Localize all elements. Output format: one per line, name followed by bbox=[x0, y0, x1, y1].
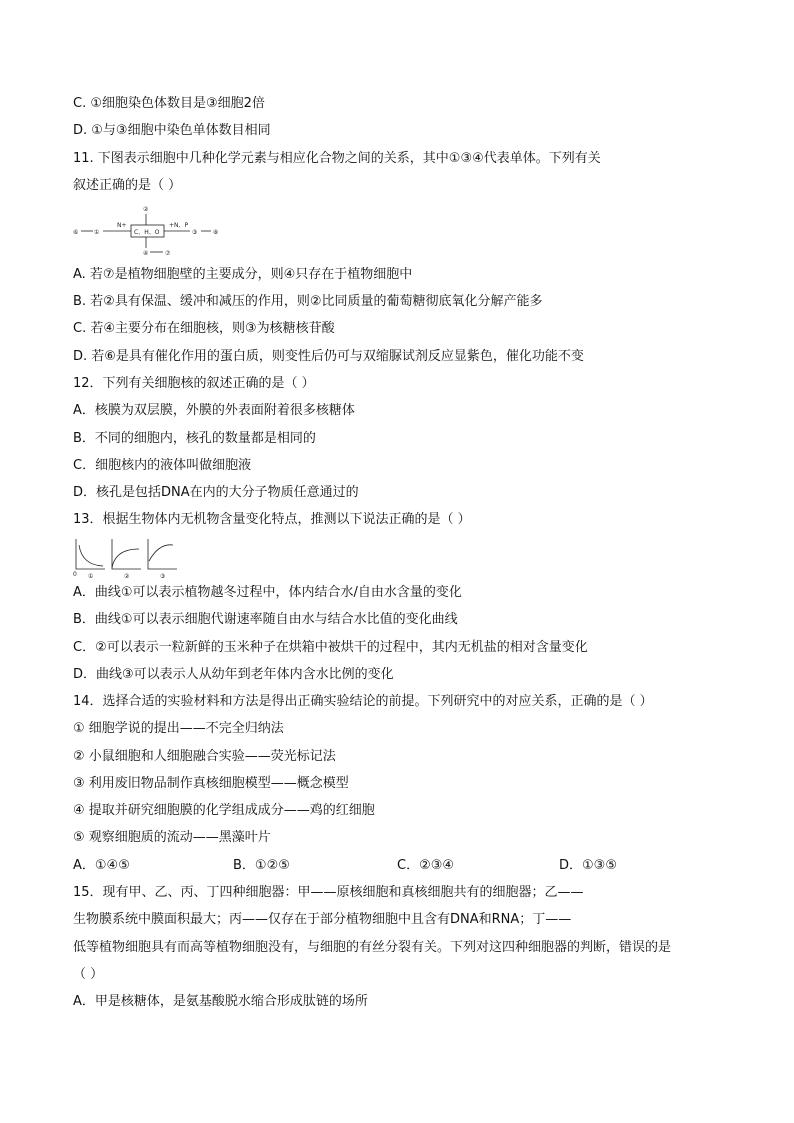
fig11-left-label: N+ bbox=[117, 222, 127, 229]
q14-stem: 14．选择合适的实验材料和方法是得出正确实验结论的前提。下列研究中的对应关系，正确的是（ ） bbox=[73, 694, 653, 709]
q14-item-1: ① 细胞学说的提出——不完全归纳法 bbox=[73, 721, 284, 736]
q12-option-d: D．核孔是包括DNA在内的大分子物质任意通过的 bbox=[73, 485, 359, 500]
line-c-q10: C. ①细胞染色体数目是③细胞2倍 bbox=[73, 96, 265, 111]
q11-option-a: A. 若⑦是植物细胞壁的主要成分，则④只存在于植物细胞中 bbox=[73, 267, 413, 282]
fig13-label-1: ① bbox=[88, 573, 94, 580]
q11-stem-2: 叙述正确的是（ ） bbox=[73, 178, 182, 193]
q13-stem: 13．根据生物体内无机物含量变化特点，推测以下说法正确的是（ ） bbox=[73, 512, 471, 527]
fig11-n1: ① bbox=[94, 229, 100, 236]
fig11-n6: ⑥ bbox=[73, 229, 79, 236]
fig13-label-2: ② bbox=[124, 573, 130, 580]
fig11-n3: ③ bbox=[192, 229, 198, 236]
fig13-origin-1: 0 bbox=[73, 571, 77, 578]
q14-item-4: ④ 提取并研究细胞膜的化学组成成分——鸡的红细胞 bbox=[73, 803, 375, 818]
fig13-curve-3 bbox=[149, 545, 173, 561]
q13-option-d: D．曲线③可以表示人从幼年到老年体内含水比例的变化 bbox=[73, 667, 394, 682]
fig11-n7: ⑦ bbox=[165, 250, 171, 257]
q14-option-c: C．②③④ bbox=[397, 858, 455, 873]
q13-curves-figure bbox=[73, 537, 183, 581]
fig11-center-label: C、H、O bbox=[134, 229, 160, 236]
q14-option-a: A．①④⑤ bbox=[73, 858, 130, 873]
q15-option-a: A．甲是核糖体，是氨基酸脱水缩合形成肽链的场所 bbox=[73, 994, 368, 1009]
q14-option-b: B．①②⑤ bbox=[233, 858, 290, 873]
q11-option-d: D. 若⑥是具有催化作用的蛋白质，则变性后仍可与双缩脲试剂反应显紫色，催化功能不变 bbox=[73, 349, 584, 364]
q12-option-b: B．不同的细胞内，核孔的数量都是相同的 bbox=[73, 431, 316, 446]
fig13-label-3: ③ bbox=[160, 573, 166, 580]
q11-option-c: C. 若④主要分布在细胞核，则③为核糖核苷酸 bbox=[73, 321, 335, 336]
fig11-n2: ② bbox=[143, 206, 149, 213]
q14-item-2: ② 小鼠细胞和人细胞融合实验——荧光标记法 bbox=[73, 749, 336, 764]
q14-item-3: ③ 利用废旧物品制作真核细胞模型——概念模型 bbox=[73, 776, 349, 791]
q12-stem: 12．下列有关细胞核的叙述正确的是（ ） bbox=[73, 376, 315, 391]
q13-option-c: C．②可以表示一粒新鲜的玉米种子在烘箱中被烘干的过程中，其内无机盐的相对含量变化 bbox=[73, 640, 588, 655]
fig11-n4: ④ bbox=[143, 250, 149, 257]
fig11-n8: ⑧ bbox=[213, 229, 219, 236]
q14-item-5: ⑤ 观察细胞质的流动——黑藻叶片 bbox=[73, 830, 271, 845]
q15-stem-1: 15．现有甲、乙、丙、丁四种细胞器：甲——原核细胞和真核细胞共有的细胞器；乙—— bbox=[73, 885, 584, 900]
q13-option-a: A．曲线①可以表示植物越冬过程中，体内结合水/自由水含量的变化 bbox=[73, 585, 462, 600]
q12-option-a: A．核膜为双层膜，外膜的外表面附着很多核糖体 bbox=[73, 403, 355, 418]
line-d-q10: D. ①与③细胞中染色单体数目相同 bbox=[73, 123, 271, 138]
q14-option-d: D．①③⑤ bbox=[559, 858, 617, 873]
fig13-curve-1 bbox=[79, 545, 103, 566]
q15-stem-4: （ ） bbox=[73, 967, 104, 982]
fig13-axes-3 bbox=[148, 539, 177, 569]
fig13-axes-1 bbox=[76, 539, 105, 569]
q11-option-b: B. 若②具有保温、缓冲和减压的作用，则②比同质量的葡萄糖彻底氧化分解产能多 bbox=[73, 294, 543, 309]
q11-stem-1: 11. 下图表示细胞中几种化学元素与相应化合物之间的关系，其中①③④代表单体。下列有关 bbox=[73, 151, 601, 166]
q13-option-b: B．曲线①可以表示细胞代谢速率随自由水与结合水比值的变化曲线 bbox=[73, 612, 458, 627]
fig11-right-label: +N、P bbox=[169, 222, 189, 229]
q15-stem-2: 生物膜系统中膜面积最大；丙——仅存在于部分植物细胞中且含有DNA和RNA；丁—— bbox=[73, 912, 572, 927]
q11-element-compound-diagram bbox=[73, 203, 243, 259]
q15-stem-3: 低等植物细胞具有而高等植物细胞没有，与细胞的有丝分裂有关。下列对这四种细胞器的判断，错误的是 bbox=[73, 940, 672, 955]
q12-option-c: C．细胞核内的液体叫做细胞液 bbox=[73, 458, 252, 473]
fig13-axes-2 bbox=[112, 539, 141, 569]
fig13-curve-2 bbox=[112, 549, 139, 568]
